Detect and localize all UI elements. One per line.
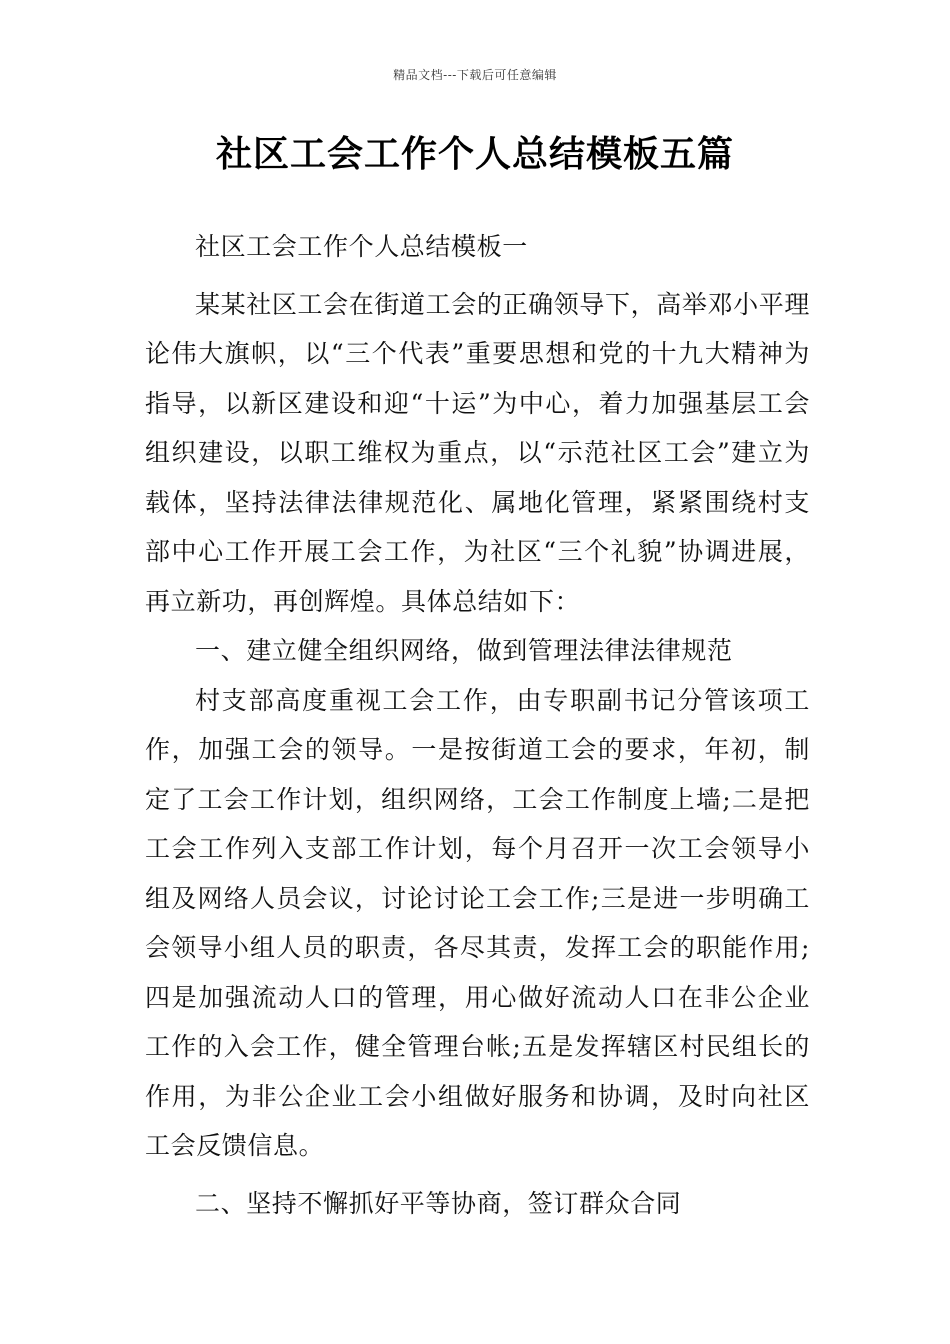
section-heading-template-one: 社区工会工作个人总结模板一 bbox=[195, 232, 528, 261]
header-note: 精品文档---下载后可任意编辑 bbox=[393, 68, 557, 82]
paragraph-organization: 村支部高度重视工会工作，由专职副书记分管该项工作，加强工会的领导。一是按街道工会的要求，年初，制定了工会工作计划，组织网络，工会工作制度上墙;二是把工会工作列入支部工作计划，每个月召开一次工会领导小组及网络人员会议，讨论讨论工会工作;三是进一步明确工会领导小组人员的职责，各尽其责，发挥工会的职能作用;四是加强流动人口的管理，用心做好流动人口在非公企业工作的入会工作，健全管理台帐;五是发挥辖区村民组长的作用，为非公企业工会小组做好服务和协调，及时向社区工会反馈信息。 bbox=[145, 685, 810, 1160]
section-heading-one: 一、建立健全组织网络，做到管理法律法律规范 bbox=[195, 636, 733, 665]
document-title: 社区工会工作个人总结模板五篇 bbox=[215, 133, 734, 175]
paragraph-introduction: 某某社区工会在街道工会的正确领导下，高举邓小平理论伟大旗帜，以“三个代表”重要思想和党的十九大精神为指导，以新区建设和迎“十运”为中心，着力加强基层工会组织建设，以职工维权为重点，以“示范社区工会”建立为载体，坚持法律法律规范化、属地化管理，紧紧围绕村支部中心工作开展工会工作，为社区“三个礼貌”协调进展，再立新功，再创辉煌。具体总结如下： bbox=[145, 289, 810, 616]
section-heading-two: 二、坚持不懈抓好平等协商，签订群众合同 bbox=[195, 1188, 682, 1218]
document-body bbox=[145, 222, 810, 1228]
